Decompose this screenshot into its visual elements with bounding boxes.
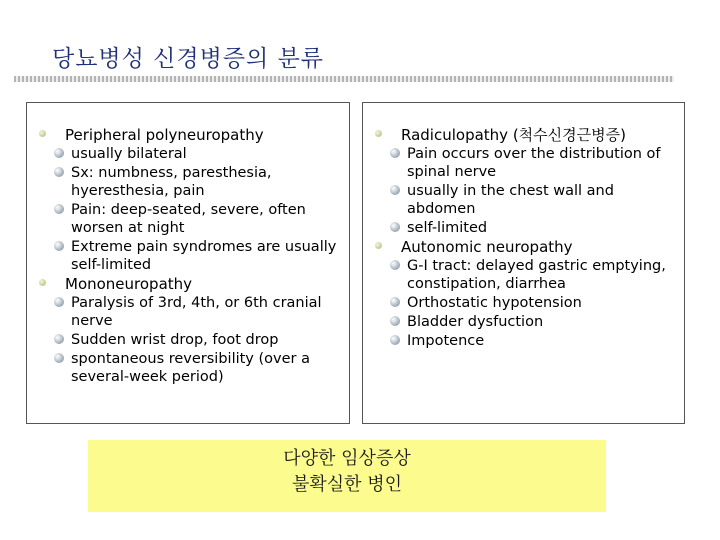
sub-bullet	[375, 219, 682, 237]
sub-bullet-text: Pain occurs over the distribution of spinal nerve	[407, 146, 661, 180]
bullet-dot-icon	[390, 316, 400, 326]
bullet-label: Radiculopathy (척수신경근병증)	[401, 126, 626, 144]
sub-bullet	[375, 294, 682, 312]
bullet-radiculopathy	[375, 126, 682, 144]
bullet-dot-icon	[54, 297, 64, 307]
bullet-dot-icon	[54, 167, 64, 177]
sub-bullet	[39, 294, 345, 330]
sub-bullet	[375, 145, 682, 181]
sub-bullet	[39, 331, 345, 349]
bullet-dot-icon	[54, 241, 64, 251]
sub-bullet-text: Pain: deep-seated, severe, often worsen at night	[71, 202, 306, 236]
summary-note	[88, 440, 606, 512]
left-panel	[26, 102, 350, 424]
note-line-1: 다양한 임상증상	[283, 448, 411, 469]
title-divider	[14, 76, 674, 82]
sub-bullet-text: spontaneous reversibility (over a several-week period)	[71, 351, 310, 385]
bullet-dot-icon	[39, 279, 46, 286]
sub-bullet-text: Sx: numbness, paresthesia, hyeresthesia, pain	[71, 165, 272, 199]
bullet-label: Peripheral polyneuropathy	[65, 126, 264, 144]
bullet-dot-icon	[54, 334, 64, 344]
right-panel	[362, 102, 685, 424]
bullet-peripheral-polyneuropathy	[39, 126, 345, 144]
sub-bullet-text: G-I tract: delayed gastric emptying, constipation, diarrhea	[407, 258, 666, 292]
bullet-dot-icon	[375, 130, 382, 137]
sub-bullet-text: Paralysis of 3rd, 4th, or 6th cranial nerve	[71, 295, 322, 329]
sub-bullet	[39, 164, 345, 200]
slide-title: 당뇨병성 신경병증의 분류	[52, 46, 325, 72]
bullet-dot-icon	[390, 297, 400, 307]
sub-bullet-text: self-limited	[407, 220, 488, 236]
sub-bullet-text: usually in the chest wall and abdomen	[407, 183, 614, 217]
bullet-mononeuropathy	[39, 275, 345, 293]
sub-bullet-text: usually bilateral	[71, 146, 187, 162]
bullet-dot-icon	[54, 204, 64, 214]
bullet-label: Mononeuropathy	[65, 275, 193, 293]
sub-bullet	[39, 238, 345, 274]
sub-bullet	[39, 201, 345, 237]
sub-bullet-text: Sudden wrist drop, foot drop	[71, 332, 279, 348]
sub-bullet-text: Bladder dysfuction	[407, 314, 544, 330]
sub-bullet	[375, 182, 682, 218]
sub-bullet	[375, 257, 682, 293]
note-line-2: 불확실한 병인	[291, 474, 403, 495]
sub-bullet	[375, 332, 682, 350]
bullet-dot-icon	[390, 148, 400, 158]
bullet-dot-icon	[54, 148, 64, 158]
sub-bullet	[375, 313, 682, 331]
sub-bullet-text: Extreme pain syndromes are usually self-limited	[71, 239, 337, 273]
bullet-dot-icon	[390, 222, 400, 232]
bullet-dot-icon	[54, 353, 64, 363]
sub-bullet-text: Impotence	[407, 333, 485, 349]
sub-bullet	[39, 145, 345, 163]
bullet-label: Autonomic neuropathy	[401, 238, 573, 256]
bullet-dot-icon	[390, 185, 400, 195]
bullet-dot-icon	[390, 335, 400, 345]
sub-bullet	[39, 350, 345, 386]
bullet-autonomic-neuropathy	[375, 238, 682, 256]
bullet-dot-icon	[390, 260, 400, 270]
bullet-dot-icon	[375, 242, 382, 249]
bullet-dot-icon	[39, 130, 46, 137]
sub-bullet-text: Orthostatic hypotension	[407, 295, 582, 311]
